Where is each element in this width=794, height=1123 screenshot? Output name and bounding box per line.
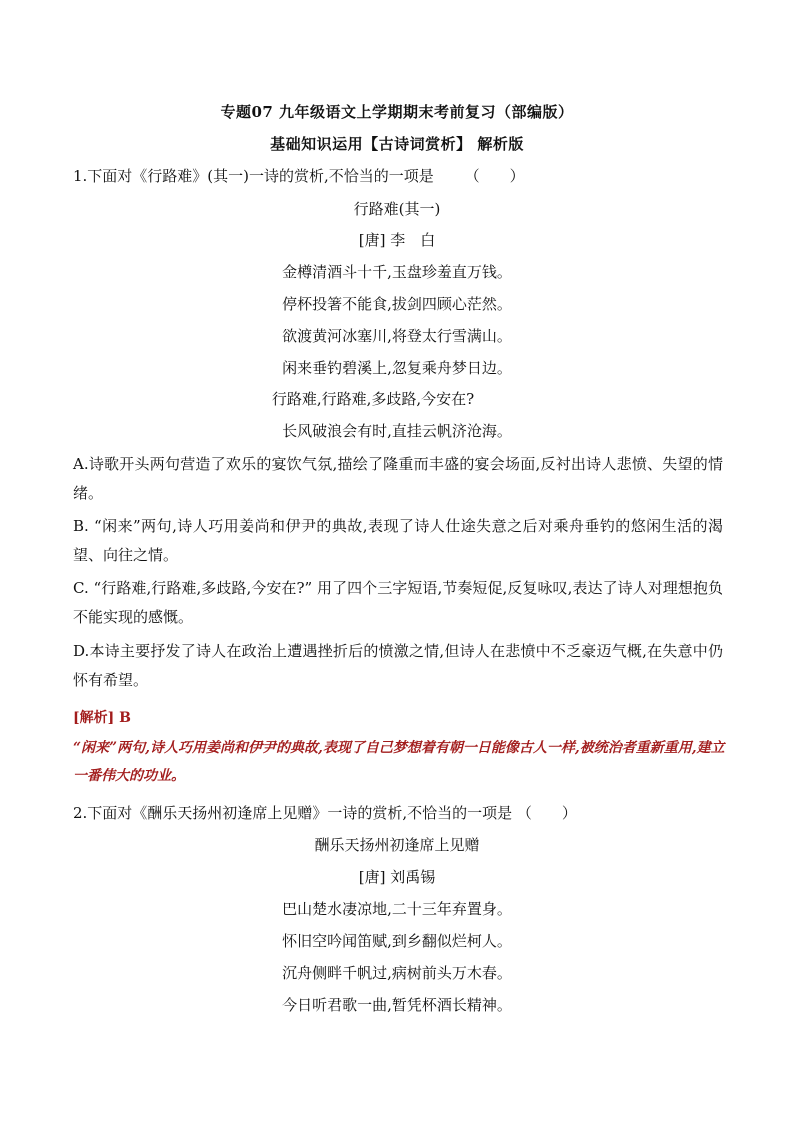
- document-title: 专题07 九年级语文上学期期末考前复习（部编版）: [220, 103, 574, 121]
- analysis-text: “闲来”两句,诗人巧用姜尚和伊尹的典故,表现了自己梦想着有朝一日能像古人一样,被统治者重新重用,建立一番伟大的功业。: [73, 740, 725, 784]
- poem-1-line: 停杯投箸不能食,拔剑四顾心茫然。: [282, 295, 512, 313]
- option-c: C. “行路难,行路难,多歧路,今安在?” 用了四个三字短语,节奏短促,反复咏叹,表达了诗人对理想抱负不能实现的感慨。: [73, 579, 723, 626]
- poem-1-title: 行路难(其一): [353, 200, 441, 218]
- question-1-bracket: （ ）: [464, 167, 525, 185]
- question-2-text: 2.下面对《酬乐天扬州初逢席上见赠》一诗的赏析,不恰当的一项是: [73, 804, 513, 822]
- poem-2-line: 巴山楚水凄凉地,二十三年弃置身。: [282, 900, 512, 918]
- question-1-stem: [73, 165, 525, 186]
- question-2-bracket: （ ）: [516, 804, 577, 822]
- option-a: A.诗歌开头两句营造了欢乐的宴饮气氛,描绘了隆重而丰盛的宴会场面,反衬出诗人悲愤、失望的情绪。: [73, 455, 723, 502]
- poem-1-line: 长风破浪会有时,直挂云帆济沧海。: [282, 422, 512, 440]
- poem-1-line: 行路难,行路难,多歧路,今安在?: [271, 390, 475, 408]
- poem-1-line: 金樽清酒斗十千,玉盘珍羞直万钱。: [282, 263, 512, 281]
- answer-label: [解析] B: [73, 710, 131, 726]
- poem-2-line: 沉舟侧畔千帆过,病树前头万木春。: [282, 964, 512, 982]
- poem-1-line: 闲来垂钓碧溪上,忽复乘舟梦日边。: [282, 359, 512, 377]
- poem-1-line: 欲渡黄河冰塞川,将登太行雪满山。: [282, 327, 512, 345]
- question-2-stem: [73, 802, 577, 823]
- poem-2-line: 今日听君歌一曲,暂凭杯酒长精神。: [282, 996, 512, 1014]
- poem-2-line: 怀旧空吟闻笛赋,到乡翻似烂柯人。: [282, 932, 512, 950]
- question-1-text: 1.下面对《行路难》(其一)一诗的赏析,不恰当的一项是: [73, 167, 434, 185]
- option-d: D.本诗主要抒发了诗人在政治上遭遇挫折后的愤激之情,但诗人在悲愤中不乏豪迈气概,在失意中仍怀有希望。: [73, 642, 723, 689]
- poem-2-author: [唐] 刘禹锡: [358, 868, 436, 886]
- poem-1-author: [唐] 李 白: [358, 231, 436, 249]
- poem-2-title: 酬乐天扬州初逢席上见赠: [314, 836, 480, 854]
- document-subtitle: 基础知识运用【古诗词赏析】 解析版: [270, 135, 524, 153]
- option-b: B. “闲来”两句,诗人巧用姜尚和伊尹的典故,表现了诗人仕途失意之后对乘舟垂钓的悠闲生活的渴望、向往之情。: [73, 517, 723, 564]
